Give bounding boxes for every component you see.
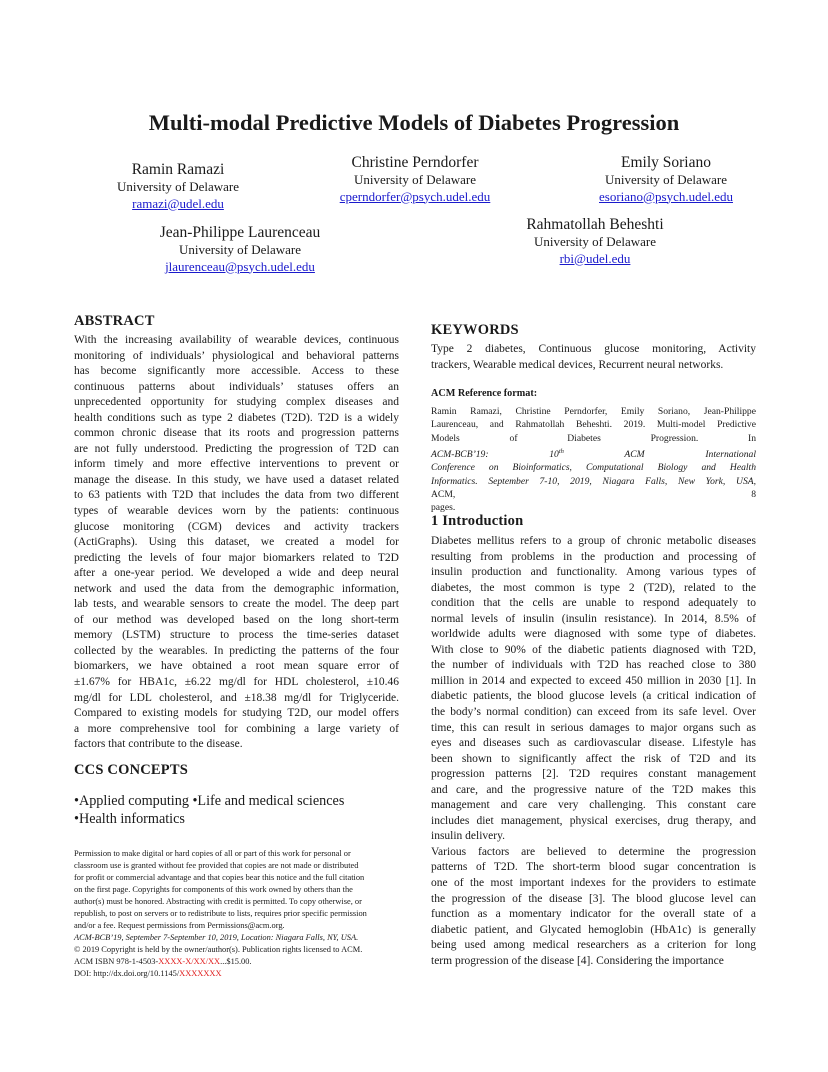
text-line: health conditions such as type 2 diabetes (T2D). T2D is a widely [74,411,399,424]
text-line: condition that the cells are unable to respond adequately to [431,597,756,610]
isbn-placeholder: XXXX-X/XX/XX [158,957,221,966]
text-line: biomarkers, we have obtained a root mean square error of [74,660,399,673]
author-name: Emily Soriano [621,154,711,171]
text-line: are not fully understood. Predicting the progression of T2D can [74,442,399,455]
ccs-line: •Health informatics [74,811,185,827]
text-line: unprecedented opportunity for studying complex diseases and [74,396,399,409]
text-line: of our method was developed based on the long short-term [74,613,399,626]
doi-line [74,968,404,980]
text-line: factors that contribute to the disease. [74,738,243,751]
conference-line: ACM-BCB’19, September 7-September 10, 2019, Location: Niagara Falls, NY, USA. [74,933,359,942]
text-line: time, this can result in serious damages to major organs such as [431,721,756,734]
text-line: predicting the levels of four major biomarkers related to T2D [74,551,399,564]
ccs-concepts [74,792,344,828]
text-line: diabetic patient, and Glycated hemoglobin (HbA1c) is generally [431,923,756,936]
text-line: ±1.67% for HBA1c, ±6.22 mg/dl for HDL cholesterol, ±10.46 [74,676,399,689]
author-block [120,223,360,275]
text-line: includes diet management, physical exercises, drug therapy, and [431,814,756,827]
text-line: million in 2014 and expected to exceed 450 million in 2030 [1]. In [431,674,756,687]
text-line: republish, to post on servers or to redistribute to lists, requires prior specific permission [74,909,367,918]
text-line: the number of individuals with T2D has reached close to 380 [431,659,756,672]
text-line: for profit or commercial advantage and that copies bear this notice and the full citation [74,873,365,882]
author-affiliation: University of Delaware [353,172,476,187]
acm-reference-body [431,405,756,515]
author-name: Christine Perndorfer [351,154,479,171]
text-line: function as a momentary indicator for the overall state of a [431,908,756,921]
text-line: author(s) must be honored. Abstracting with credit is permitted. To copy otherwise, or [74,897,362,906]
text-line: one of the most important indexes for the providers to estimate [431,877,756,890]
text-line: lab tests, and wearable sensors to create the model. The deep part [74,598,399,611]
permission-text [74,848,404,932]
introduction-heading: 1 Introduction [431,513,524,529]
text-line: being used among medical researchers as a criterion for long [431,939,756,952]
author-email-link[interactable]: esoriano@psych.udel.edu [599,188,733,204]
text-line: trackers, Wearable medical devices, Recurrent neural networks. [431,358,724,371]
text-line: and care, and the progressive nature of the T2D makes this [431,783,756,796]
keywords-heading: KEYWORDS [431,322,519,338]
paper-title: Multi-modal Predictive Models of Diabetes Progression [148,110,680,135]
text-line: classroom use is granted without fee provided that copies are not made or distributed [74,861,359,870]
text-line: inform timely and more effective interventions to prevent or [74,458,399,471]
text-line: With the increasing availability of wearable devices, continuous [74,334,399,346]
acm-reference-heading: ACM Reference format: [431,388,538,399]
author-affiliation: University of Delaware [178,242,301,257]
acm-reference-line: Laurenceau, and Rahmatollah Beheshti. 2019. Multi-model Predictive [431,419,756,431]
text-line: the progression of the disease [3]. The blood glucose level can [431,892,756,905]
copyright-line: © 2019 Copyright is held by the owner/author(s). Publication rights licensed to ACM. [74,945,363,954]
doi-placeholder: XXXXXXX [179,969,222,978]
text-line: network and used the data from the demographic information, [74,582,399,595]
text-line: management and care very challenging. This constant care [431,799,756,812]
acm-reference-line: Models of Diabetes Progression. In ACM-BCB’19: 10th ACM International [431,432,756,461]
text-line: on the first page. Copyrights for components of this work owned by others than the [74,885,353,894]
text-line: memory (LSTM) structure to process the time-series dataset [74,629,399,642]
text-line: mg/dl for LDL cholesterol, and ±18.38 mg/dl for Triglyceride. [74,691,399,704]
isbn-prefix: ACM ISBN 978-1-4503- [74,957,159,966]
text-line: Diabetes mellitus refers to a group of chronic metabolic diseases [431,535,756,547]
author-block [480,215,710,267]
text-line: normal levels of insulin (insulin resistance). In 2014, 8.5% of [431,612,756,625]
keywords-body [431,342,756,373]
text-line: diabetes, the most common is type 2 (T2D), related to the [431,581,756,594]
author-affiliation: University of Delaware [116,179,239,194]
text-line: the body’s normal condition) can exceed from its safe level. Over [431,706,756,719]
isbn-suffix: ...$15.00. [220,957,252,966]
text-line: glucose monitoring (CGM) devices and activity trackers [74,520,399,533]
author-block [68,160,288,212]
author-email-link[interactable]: rbi@udel.edu [559,250,631,266]
text-line: worldwide adults were diagnosed with some type of diabetes. [431,628,756,641]
text-line: continuous patterns about individuals’ statuses offers an [74,380,399,393]
author-name: Rahmatollah Beheshti [526,216,664,233]
author-affiliation: University of Delaware [604,172,727,187]
text-line: has become significantly more accessible. Access to these [74,365,399,378]
text-line: collected by the wearables. In predicting the patterns of the four [74,644,399,657]
text-line: Various factors are believed to determine the progression [431,845,756,858]
text-line: and/or a fee. Request permissions from Permissions@acm.org. [74,921,285,930]
isbn-line [74,956,404,968]
text-line: types of wearable devices worn by the patients: continuous [74,505,399,518]
introduction-body [431,534,756,969]
acm-reference-line: Ramin Ramazi, Christine Perndorfer, Emily Soriano, Jean-Philippe [431,406,756,417]
text-line: diabetic patients, the blood glucose levels (a critical indication of [431,690,756,703]
text-line: a more comprehensive tool for combining a large variety of [74,722,399,735]
author-block [300,153,530,205]
text-line: been shown to significantly affect the risk of T2D and its [431,752,756,765]
text-line: monitoring of individuals’ physiological and behavioral patterns [74,349,399,362]
text-line: resulting from problems in the production and processing of [431,550,756,563]
text-line: Permission to make digital or hard copies of all or part of this work for personal or [74,849,351,858]
text-line: manage the disease. In this study, we have used a dataset related [74,473,399,486]
author-email-link[interactable]: jlaurenceau@psych.udel.edu [165,258,315,274]
text-line: eyes and diseases such as cardiovascular disease. Lifestyle has [431,737,756,750]
author-block [556,153,776,205]
doi-prefix: DOI: http://dx.doi.org/10.1145/ [74,969,180,978]
author-email-link[interactable]: cperndorfer@psych.udel.edu [339,188,491,204]
text-line: common chronic disease that its roots and progression patterns [74,427,399,440]
text-line: insulin delivery. [431,830,505,843]
text-line: to 63 patients with T2D that includes the data from two different [74,489,399,502]
abstract-heading: ABSTRACT [74,313,155,329]
text-line: Type 2 diabetes, Continuous glucose monitoring, Activity [431,343,756,355]
author-affiliation: University of Delaware [533,234,656,249]
text-line: after a one-year period. We developed a wide and deep neural [74,567,399,580]
author-name: Ramin Ramazi [131,161,225,178]
acm-reference-line: Conference on Bioinformatics, Computational Biology and Health [431,462,756,474]
text-line: progression patterns [2]. T2D requires constant management [431,768,756,781]
author-email-link[interactable]: ramazi@udel.edu [132,195,224,211]
author-name: Jean-Philippe Laurenceau [159,224,321,241]
text-line: Compared to existing models for studying T2D, our model offers [74,707,399,720]
text-line: term progression of the disease [4]. Considering the importance [431,954,724,967]
text-line: insulin production and functionality. Among various types of [431,566,756,579]
text-line: With close to 90% of the diabetic patients diagnosed with T2D, [431,643,756,656]
permission-block [74,848,404,980]
ccs-heading: CCS CONCEPTS [74,762,188,778]
ccs-line: •Applied computing •Life and medical sciences [74,793,345,809]
text-line: (ActiGraphs). Using this dataset, we created a model for [74,536,399,549]
acm-reference-line: Informatics. September 7-10, 2019, Niagara Falls, New York, USA, ACM, 8 [431,475,756,500]
text-line: patterns of T2D. The short-term blood sugar concentration is [431,861,756,874]
abstract-body [74,333,399,753]
acm-reference-line: pages. [431,502,456,514]
